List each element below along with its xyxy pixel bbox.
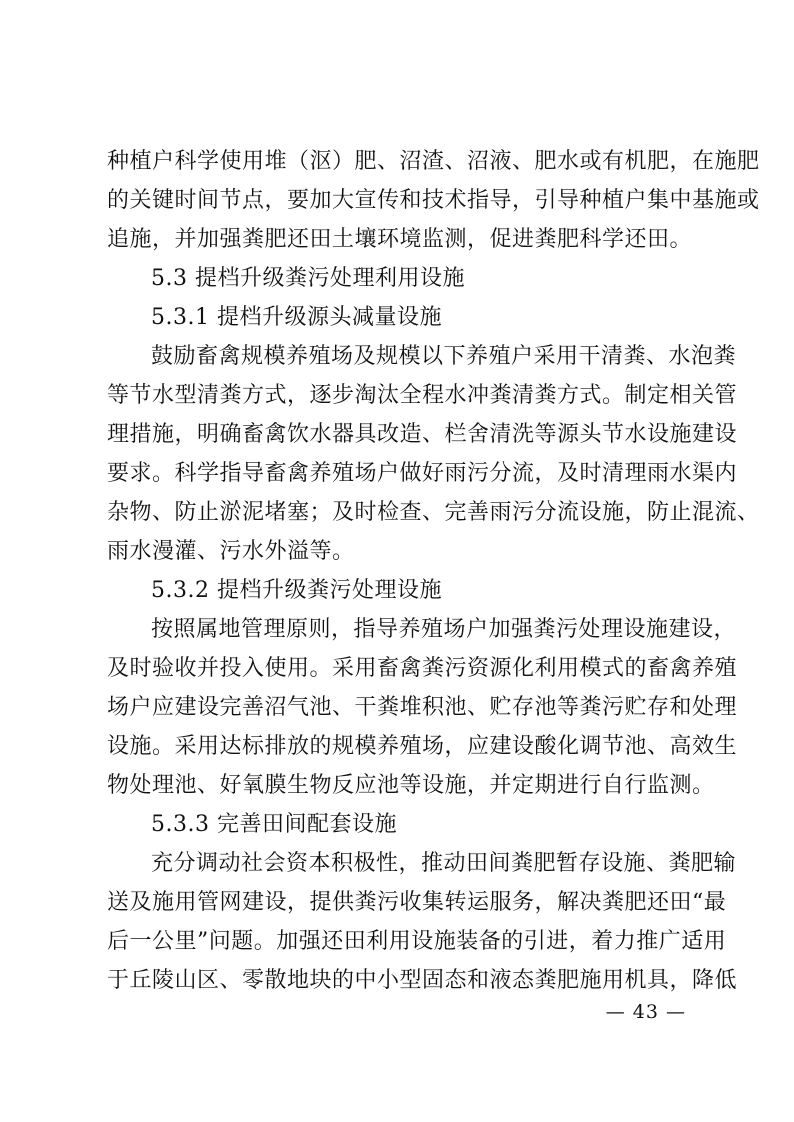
page-number: — 43 — [605,1001,686,1023]
paragraph-line: 后一公里”问题。加强还田利用设施装备的引进，着力推广适用 [107,929,727,954]
body-text [107,148,760,1006]
paragraph-line: 种植户科学使用堆（沤）肥、沼渣、沼液、肥水或有机肥，在施肥 [107,149,760,174]
paragraph-line: 场户应建设完善沼气池、干粪堆积池、贮存池等粪污贮存和处理 [107,695,738,720]
paragraph-line: 于丘陵山区、零散地块的中小型固态和液态粪肥施用机具，降低 [107,968,738,993]
paragraph-line: 等节水型清粪方式，逐步淘汰全程水冲粪清粪方式。制定相关管 [107,383,738,408]
paragraph-line: 物处理池、好氧膜生物反应池等设施，并定期进行自行监测。 [107,773,715,798]
section-heading-5-3-1: 5.3.1 提档升级源头减量设施 [151,305,442,330]
paragraph-line: 设施。采用达标排放的规模养殖场，应建设酸化调节池、高效生 [107,734,738,759]
paragraph-line: 送及施用管网建设，提供粪污收集转运服务，解决粪肥还田“最 [107,890,727,915]
paragraph-line: 鼓励畜禽规模养殖场及规模以下养殖户采用干清粪、水泡粪 [151,344,737,369]
section-heading-5-3-2: 5.3.2 提档升级粪污处理设施 [151,578,442,603]
paragraph-line: 按照属地管理原则，指导养殖场户加强粪污处理设施建设， [151,617,737,642]
paragraph-line: 追施，并加强粪肥还田土壤环境监测，促进粪肥科学还田。 [107,227,693,252]
paragraph-line: 要求。科学指导畜禽养殖场户做好雨污分流，及时清理雨水渠内 [107,461,738,486]
paragraph-line: 充分调动社会资本积极性，推动田间粪肥暂存设施、粪肥输 [151,851,737,876]
paragraph-line: 雨水漫灌、污水外溢等。 [107,539,355,564]
paragraph-line: 的关键时间节点，要加大宣传和技术指导，引导种植户集中基施或 [107,188,760,213]
paragraph-line: 理措施，明确畜禽饮水器具改造、栏舍清洗等源头节水设施建设 [107,422,738,447]
section-heading-5-3-3: 5.3.3 完善田间配套设施 [151,812,397,837]
paragraph-line: 杂物、防止淤泥堵塞；及时检查、完善雨污分流设施，防止混流、 [107,500,760,525]
paragraph-line: 及时验收并投入使用。采用畜禽粪污资源化利用模式的畜禽养殖 [107,656,738,681]
section-heading-5-3: 5.3 提档升级粪污处理利用设施 [151,266,465,291]
